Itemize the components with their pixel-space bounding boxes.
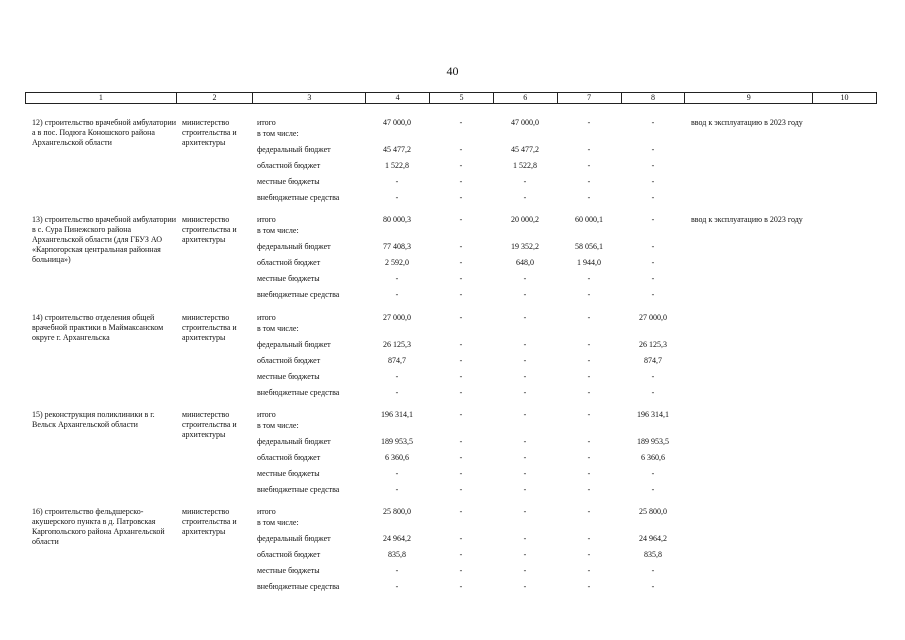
project-name: 12) строительство врачебной амбулатории а в пос. Подюга Коношского района Архангельской области bbox=[32, 118, 177, 147]
funding-value: 196 314,1 bbox=[381, 410, 413, 419]
funding-source-label: итого bbox=[257, 215, 276, 224]
funding-source-label: внебюджетные средства bbox=[257, 582, 340, 591]
funding-value: - bbox=[459, 566, 463, 575]
funding-value: - bbox=[587, 550, 591, 559]
funding-value: - bbox=[523, 566, 527, 575]
funding-value: - bbox=[395, 469, 399, 478]
project-name: 14) строительство отделения общей врачебной практики в Маймаксанском округе г. Архангельска bbox=[32, 313, 164, 342]
funding-value: - bbox=[523, 507, 527, 516]
funding-value: - bbox=[459, 340, 463, 349]
funding-value: - bbox=[523, 453, 527, 462]
funding-value: 1 944,0 bbox=[577, 258, 601, 267]
funding-value: - bbox=[395, 274, 399, 283]
funding-value: - bbox=[651, 258, 655, 267]
funding-value: - bbox=[523, 177, 527, 186]
funding-value: - bbox=[587, 145, 591, 154]
funding-line bbox=[25, 388, 877, 398]
responsible-organization: министерство строительства и архитектуры bbox=[182, 410, 237, 439]
funding-value: - bbox=[523, 274, 527, 283]
funding-line bbox=[25, 177, 877, 187]
funding-value: - bbox=[395, 388, 399, 397]
funding-source-label: в том числе: bbox=[257, 324, 299, 333]
funding-source-label: итого bbox=[257, 118, 276, 127]
project-name: 16) строительство фельдшерско-акушерского пункта в д. Патровская Каргопольского района Архангельской области bbox=[32, 507, 165, 546]
column-header-7: 7 bbox=[557, 93, 621, 103]
funding-value: - bbox=[651, 242, 655, 251]
responsible-organization: министерство строительства и архитектуры bbox=[182, 118, 237, 147]
funding-source-label: местные бюджеты bbox=[257, 274, 320, 283]
funding-value: 648,0 bbox=[516, 258, 534, 267]
funding-source-label: федеральный бюджет bbox=[257, 340, 331, 349]
funding-value: - bbox=[587, 313, 591, 322]
funding-source-label: в том числе: bbox=[257, 226, 299, 235]
funding-line bbox=[25, 453, 877, 463]
funding-value: - bbox=[587, 437, 591, 446]
funding-value: - bbox=[651, 145, 655, 154]
funding-source-label: в том числе: bbox=[257, 518, 299, 527]
funding-line bbox=[25, 313, 877, 323]
funding-source-label: внебюджетные средства bbox=[257, 290, 340, 299]
funding-value: - bbox=[587, 582, 591, 591]
funding-value: 58 056,1 bbox=[575, 242, 603, 251]
funding-line bbox=[25, 290, 877, 300]
funding-value: 80 000,3 bbox=[383, 215, 411, 224]
responsible-organization: министерство строительства и архитектуры bbox=[182, 313, 237, 342]
funding-value: - bbox=[523, 313, 527, 322]
funding-source-label: внебюджетные средства bbox=[257, 388, 340, 397]
funding-value: - bbox=[395, 290, 399, 299]
funding-value: - bbox=[651, 469, 655, 478]
page-number: 40 bbox=[446, 64, 459, 78]
funding-source-label: местные бюджеты bbox=[257, 177, 320, 186]
project-name: 13) строительство врачебной амбулатории в с. Сура Пинежского района Архангельской области (для ГБУЗ АО «Карпогорская центральная районная больница») bbox=[32, 215, 177, 264]
funding-value: - bbox=[459, 550, 463, 559]
funding-value: - bbox=[523, 372, 527, 381]
funding-value: 24 964,2 bbox=[383, 534, 411, 543]
funding-value: - bbox=[395, 177, 399, 186]
funding-line bbox=[25, 372, 877, 382]
funding-value: 835,8 bbox=[388, 550, 406, 559]
funding-value: - bbox=[651, 372, 655, 381]
column-header-10: 10 bbox=[812, 93, 876, 103]
funding-line bbox=[25, 118, 877, 128]
funding-value: 60 000,1 bbox=[575, 215, 603, 224]
funding-value: - bbox=[523, 550, 527, 559]
funding-value: - bbox=[523, 340, 527, 349]
table-row bbox=[25, 313, 877, 403]
funding-line bbox=[25, 437, 877, 447]
funding-value: - bbox=[651, 485, 655, 494]
funding-value: - bbox=[459, 469, 463, 478]
funding-value: 835,8 bbox=[644, 550, 662, 559]
funding-source-label: областной бюджет bbox=[257, 550, 321, 559]
funding-value: 196 314,1 bbox=[637, 410, 669, 419]
funding-value: - bbox=[395, 372, 399, 381]
funding-value: - bbox=[459, 145, 463, 154]
funding-line bbox=[25, 324, 877, 334]
responsible-organization: министерство строительства и архитектуры bbox=[182, 507, 237, 536]
funding-value: - bbox=[651, 177, 655, 186]
funding-value: - bbox=[459, 534, 463, 543]
funding-value: 25 800,0 bbox=[639, 507, 667, 516]
funding-value: - bbox=[459, 193, 463, 202]
funding-value: - bbox=[523, 388, 527, 397]
funding-value: 874,7 bbox=[388, 356, 406, 365]
funding-value: 27 000,0 bbox=[383, 313, 411, 322]
funding-value: - bbox=[651, 388, 655, 397]
funding-value: - bbox=[523, 485, 527, 494]
expected-result: ввод к эксплуатацию в 2023 году bbox=[691, 215, 803, 224]
funding-source-label: областной бюджет bbox=[257, 453, 321, 462]
funding-line bbox=[25, 410, 877, 420]
funding-value: 2 592,0 bbox=[385, 258, 409, 267]
funding-line bbox=[25, 129, 877, 139]
responsible-organization: министерство строительства и архитектуры bbox=[182, 215, 237, 244]
funding-value: - bbox=[587, 534, 591, 543]
funding-value: - bbox=[651, 582, 655, 591]
funding-value: - bbox=[587, 507, 591, 516]
funding-source-label: итого bbox=[257, 410, 276, 419]
funding-source-label: местные бюджеты bbox=[257, 469, 320, 478]
funding-line bbox=[25, 356, 877, 366]
funding-source-label: федеральный бюджет bbox=[257, 145, 331, 154]
funding-value: - bbox=[587, 469, 591, 478]
funding-value: - bbox=[459, 274, 463, 283]
column-header-row bbox=[25, 92, 877, 104]
column-header-2: 2 bbox=[176, 93, 253, 103]
funding-value: - bbox=[651, 193, 655, 202]
funding-value: - bbox=[459, 215, 463, 224]
column-header-9: 9 bbox=[684, 93, 812, 103]
funding-line bbox=[25, 518, 877, 528]
funding-source-label: федеральный бюджет bbox=[257, 437, 331, 446]
funding-value: 26 125,3 bbox=[639, 340, 667, 349]
funding-value: - bbox=[523, 290, 527, 299]
funding-value: - bbox=[395, 485, 399, 494]
funding-value: - bbox=[587, 566, 591, 575]
funding-source-label: областной бюджет bbox=[257, 161, 321, 170]
funding-value: - bbox=[459, 356, 463, 365]
table-row bbox=[25, 410, 877, 500]
funding-line bbox=[25, 534, 877, 544]
funding-line bbox=[25, 421, 877, 431]
funding-line bbox=[25, 193, 877, 203]
funding-value: 189 953,5 bbox=[637, 437, 669, 446]
funding-value: 25 800,0 bbox=[383, 507, 411, 516]
funding-value: - bbox=[459, 582, 463, 591]
project-name: 15) реконструкция поликлиники в г. Вельск Архангельской области bbox=[32, 410, 155, 429]
funding-source-label: местные бюджеты bbox=[257, 566, 320, 575]
funding-line bbox=[25, 242, 877, 252]
funding-line bbox=[25, 215, 877, 225]
funding-line bbox=[25, 485, 877, 495]
funding-source-label: в том числе: bbox=[257, 129, 299, 138]
funding-value: - bbox=[523, 534, 527, 543]
funding-source-label: федеральный бюджет bbox=[257, 242, 331, 251]
funding-value: - bbox=[459, 290, 463, 299]
column-header-4: 4 bbox=[365, 93, 429, 103]
funding-value: 24 964,2 bbox=[639, 534, 667, 543]
funding-value: - bbox=[459, 437, 463, 446]
funding-value: 6 360,6 bbox=[641, 453, 665, 462]
funding-value: 77 408,3 bbox=[383, 242, 411, 251]
funding-value: - bbox=[651, 215, 655, 224]
expected-result: ввод к эксплуатацию в 2023 году bbox=[691, 118, 803, 127]
funding-value: - bbox=[459, 507, 463, 516]
funding-line bbox=[25, 340, 877, 350]
funding-value: 47 000,0 bbox=[511, 118, 539, 127]
funding-value: 26 125,3 bbox=[383, 340, 411, 349]
funding-source-label: внебюджетные средства bbox=[257, 485, 340, 494]
funding-value: 20 000,2 bbox=[511, 215, 539, 224]
funding-line bbox=[25, 566, 877, 576]
funding-value: - bbox=[587, 410, 591, 419]
funding-value: - bbox=[587, 274, 591, 283]
funding-source-label: областной бюджет bbox=[257, 258, 321, 267]
funding-value: 19 352,2 bbox=[511, 242, 539, 251]
funding-value: 1 522,8 bbox=[385, 161, 409, 170]
funding-value: - bbox=[587, 453, 591, 462]
funding-value: - bbox=[651, 566, 655, 575]
table-row bbox=[25, 118, 877, 208]
funding-line bbox=[25, 145, 877, 155]
funding-value: 1 522,8 bbox=[513, 161, 537, 170]
funding-value: - bbox=[395, 582, 399, 591]
funding-value: - bbox=[587, 161, 591, 170]
funding-value: - bbox=[459, 485, 463, 494]
funding-source-label: в том числе: bbox=[257, 421, 299, 430]
funding-value: - bbox=[523, 469, 527, 478]
funding-line bbox=[25, 550, 877, 560]
funding-line bbox=[25, 161, 877, 171]
funding-line bbox=[25, 274, 877, 284]
funding-line bbox=[25, 469, 877, 479]
funding-source-label: федеральный бюджет bbox=[257, 534, 331, 543]
funding-value: - bbox=[395, 566, 399, 575]
funding-value: - bbox=[587, 340, 591, 349]
funding-value: - bbox=[459, 388, 463, 397]
funding-value: - bbox=[587, 177, 591, 186]
funding-value: - bbox=[587, 356, 591, 365]
funding-line bbox=[25, 507, 877, 517]
funding-value: - bbox=[651, 118, 655, 127]
funding-value: - bbox=[523, 582, 527, 591]
funding-value: - bbox=[459, 372, 463, 381]
funding-line bbox=[25, 226, 877, 236]
funding-value: 189 953,5 bbox=[381, 437, 413, 446]
funding-value: 47 000,0 bbox=[383, 118, 411, 127]
funding-source-label: областной бюджет bbox=[257, 356, 321, 365]
funding-value: - bbox=[459, 242, 463, 251]
funding-value: - bbox=[459, 118, 463, 127]
column-header-1: 1 bbox=[98, 93, 103, 102]
funding-value: - bbox=[651, 274, 655, 283]
funding-value: - bbox=[587, 193, 591, 202]
column-header-6: 6 bbox=[493, 93, 557, 103]
column-header-3: 3 bbox=[252, 93, 365, 103]
funding-value: - bbox=[523, 356, 527, 365]
funding-value: - bbox=[587, 485, 591, 494]
funding-value: 45 477,2 bbox=[511, 145, 539, 154]
funding-value: - bbox=[395, 193, 399, 202]
funding-value: - bbox=[523, 410, 527, 419]
funding-value: 45 477,2 bbox=[383, 145, 411, 154]
funding-source-label: итого bbox=[257, 313, 276, 322]
funding-value: - bbox=[459, 177, 463, 186]
table-row bbox=[25, 507, 877, 597]
funding-value: - bbox=[587, 372, 591, 381]
funding-source-label: внебюджетные средства bbox=[257, 193, 340, 202]
funding-value: - bbox=[459, 161, 463, 170]
funding-value: - bbox=[523, 193, 527, 202]
funding-value: - bbox=[459, 410, 463, 419]
funding-line bbox=[25, 258, 877, 268]
funding-source-label: итого bbox=[257, 507, 276, 516]
column-header-5: 5 bbox=[429, 93, 493, 103]
funding-value: - bbox=[651, 290, 655, 299]
funding-value: - bbox=[587, 118, 591, 127]
funding-value: 6 360,6 bbox=[385, 453, 409, 462]
funding-value: - bbox=[651, 161, 655, 170]
funding-value: - bbox=[587, 290, 591, 299]
column-header-8: 8 bbox=[621, 93, 685, 103]
funding-value: - bbox=[459, 313, 463, 322]
funding-value: - bbox=[459, 453, 463, 462]
funding-value: 27 000,0 bbox=[639, 313, 667, 322]
funding-line bbox=[25, 582, 877, 592]
funding-value: 874,7 bbox=[644, 356, 662, 365]
funding-value: - bbox=[459, 258, 463, 267]
funding-source-label: местные бюджеты bbox=[257, 372, 320, 381]
funding-value: - bbox=[523, 437, 527, 446]
funding-value: - bbox=[587, 388, 591, 397]
table-row bbox=[25, 215, 877, 305]
